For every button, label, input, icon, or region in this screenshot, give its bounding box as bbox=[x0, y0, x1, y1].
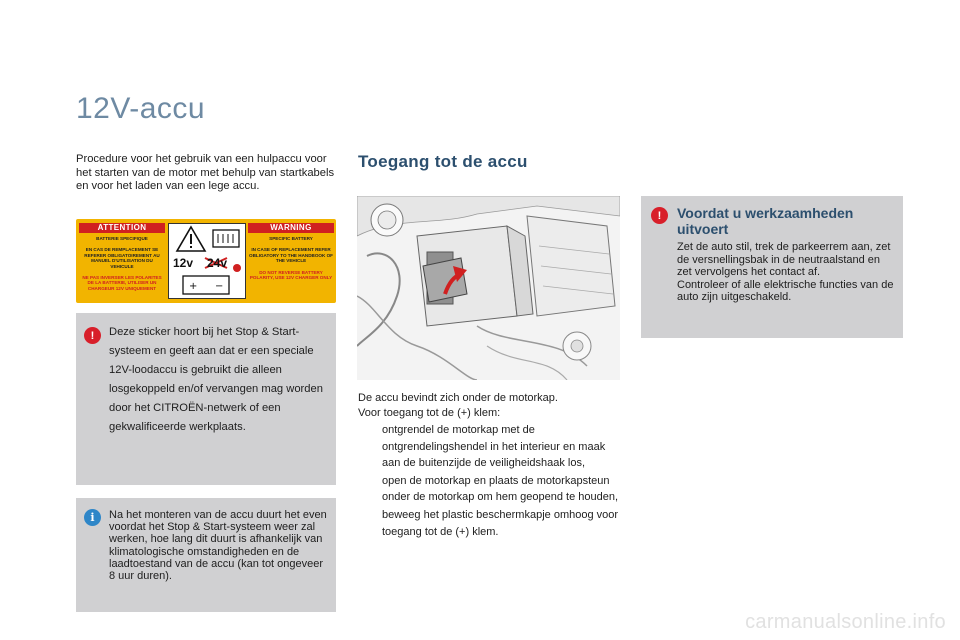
exclamation-icon: ! bbox=[84, 327, 101, 344]
access-lead-text: Voor toegang tot de (+) klem: bbox=[358, 407, 501, 419]
page-title: 12V-accu bbox=[76, 92, 206, 125]
before-step-1: Zet de auto stil, trek de parkeerrem aan, zet de versnellingsbak in de neutraalstand en zet vervolgens het contact af. bbox=[677, 241, 891, 279]
engine-compartment-drawing bbox=[357, 196, 620, 380]
before-you-start-title: Voordat u werkzaamheden uitvoert bbox=[677, 205, 854, 237]
sticker-right-warning: DO NOT REVERSE BATTERY POLARITY, USE 12V CHARGER ONLY bbox=[249, 269, 333, 281]
exclamation-icon: ! bbox=[651, 207, 668, 224]
sticker-12v-label: 12v bbox=[173, 256, 194, 270]
list-item: open de motorkap en plaats de motorkapsteun onder de motorkap om hem geopend te houden, bbox=[382, 474, 619, 504]
battery-location-text: De accu bevindt zich onder de motorkap. bbox=[358, 392, 558, 404]
info-icon: i bbox=[84, 509, 101, 526]
sticker-right-title: SPECIFIC BATTERY bbox=[269, 236, 313, 241]
sticker-left-text: EN CAS DE REMPLACEMENT SE REFERER OBLIGATOIREMENT AU MANUEL D'UTILISATION DU VEHICULE bbox=[84, 247, 160, 269]
list-item: beweeg het plastic beschermkapje omhoog voor toegang tot de (+) klem. bbox=[382, 508, 619, 538]
intro-paragraph: Procedure voor het gebruik van een hulpaccu voor het starten van de motor met behulp van startkabels en voor het laden van een lege accu. bbox=[76, 153, 335, 193]
sticker-english-column bbox=[248, 223, 334, 280]
sticker-left-warning: NE PAS INVERSER LES POLARITES DE LA BATTERIE, UTILISER UN CHARGEUR 12V UNIQUEMENT bbox=[82, 275, 162, 291]
access-instructions bbox=[358, 391, 623, 541]
section-title-access: Toegang tot de accu bbox=[358, 152, 528, 171]
watermark: carmanualsonline.info bbox=[745, 611, 946, 633]
sticker-symbols-panel bbox=[168, 223, 246, 299]
warning-note-text: Deze sticker hoort bij het Stop & Start-systeem en geeft aan dat er een speciale 12V-loodaccu is gebruikt die alleen losgekoppeld en/of vervangen mag worden door het CITROËN-netwerk of een gekwalificeerde werkplaats. bbox=[109, 326, 323, 433]
sticker-attention-header: ATTENTION bbox=[79, 223, 165, 233]
engine-bay-illustration bbox=[357, 196, 620, 380]
svg-text:+: + bbox=[189, 281, 198, 292]
access-steps-list bbox=[358, 422, 623, 540]
svg-text:−: − bbox=[215, 281, 224, 292]
battery-sticker-illustration bbox=[76, 219, 336, 303]
sticker-24v-label: 24v bbox=[207, 256, 228, 270]
sticker-right-text: IN CASE OF REPLACEMENT REFER OBLIGATORY TO THE HANDBOOK OF THE VEHICLE bbox=[249, 247, 333, 264]
sticker-left-title: BATTERIE SPECIFIQUE bbox=[96, 236, 148, 241]
info-note-text: Na het monteren van de accu duurt het even voordat het Stop & Start-systeem weer zal werken, hoe lang dit duurt is afhankelijk van klimatologische omstandigheden en de laadtoestand van de accu (kan tot ongeveer 8 uur duren). bbox=[109, 509, 327, 583]
before-step-2: Controleer of alle elektrische functies van de auto zijn uitgeschakeld. bbox=[677, 278, 894, 304]
list-item: ontgrendel de motorkap met de ontgrendelingshendel in het interieur en maak aan de buitenzijde de veiligheidshaak los, bbox=[382, 424, 606, 470]
sticker-warning-header: WARNING bbox=[248, 223, 334, 233]
sticker-french-column bbox=[79, 223, 165, 291]
before-you-start-text bbox=[677, 241, 895, 304]
